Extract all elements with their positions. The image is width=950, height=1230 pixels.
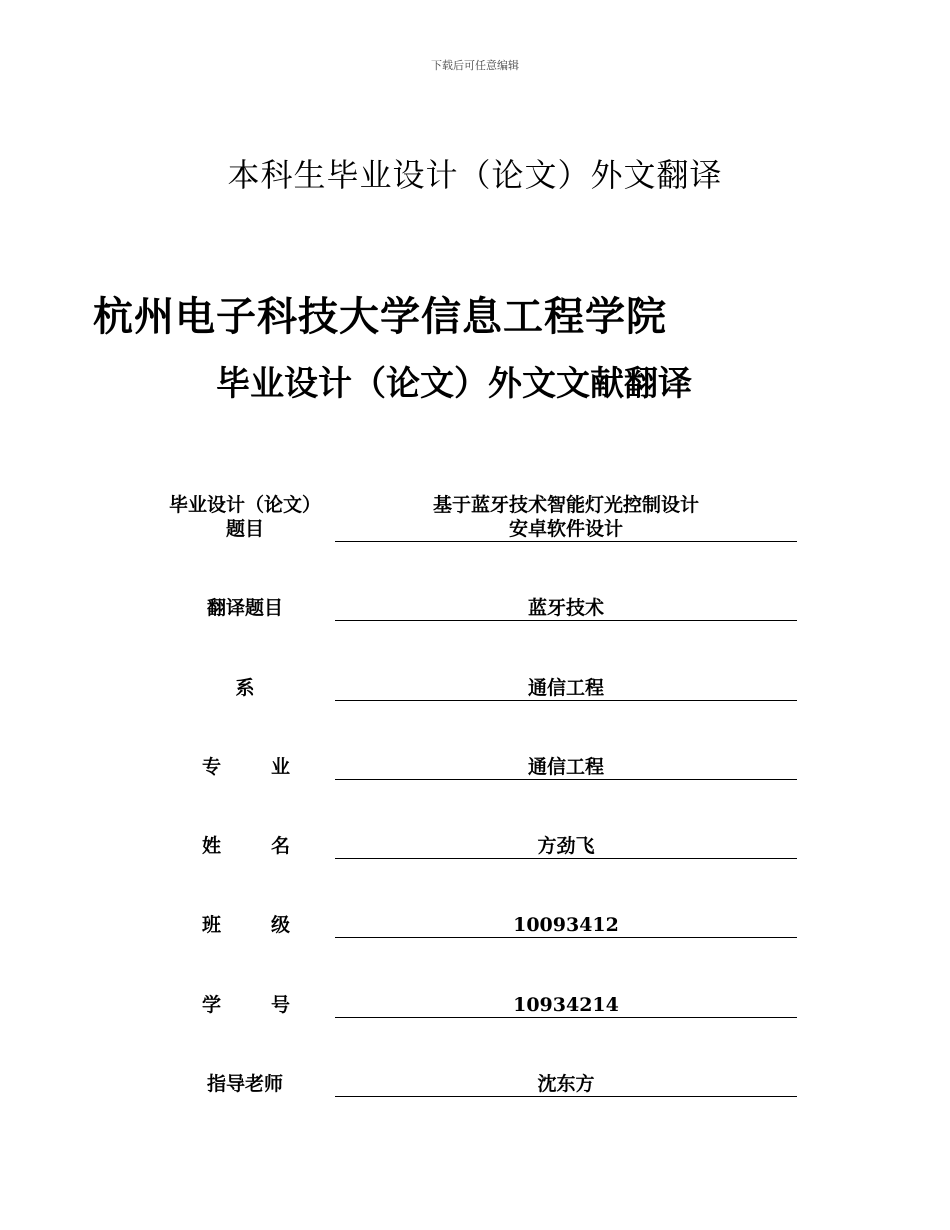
advisor-label: 指导老师 <box>206 1073 283 1095</box>
thesis-title-value <box>335 493 797 542</box>
name-label-b: 名 <box>270 835 290 857</box>
document-title: 本科生毕业设计（论文）外文翻译 <box>227 156 723 194</box>
name-label <box>202 834 290 858</box>
school-name: 杭州电子科技大学信息工程学院 <box>93 294 667 340</box>
thesis-title-label-line1: 毕业设计（论文） <box>168 494 321 516</box>
department-value: 通信工程 <box>335 676 797 701</box>
translation-title-value: 蓝牙技术 <box>335 596 797 621</box>
class-label-b: 级 <box>270 914 290 936</box>
department-label: 系 <box>235 677 255 699</box>
student-id-value: 10934214 <box>335 993 797 1018</box>
thesis-title-label-line2: 题目 <box>225 518 264 540</box>
student-id-label-b: 号 <box>270 994 290 1016</box>
student-id-label-a: 学 <box>202 994 222 1016</box>
translation-title-label: 翻译题目 <box>206 597 283 619</box>
name-value: 方劲飞 <box>335 834 797 859</box>
major-label-b: 业 <box>270 756 290 778</box>
thesis-title-value-line2: 安卓软件设计 <box>508 518 623 540</box>
thesis-title-label <box>160 493 330 541</box>
class-label <box>202 913 290 937</box>
student-id-label <box>202 993 290 1017</box>
major-label-a: 专 <box>202 756 222 778</box>
class-label-a: 班 <box>202 914 222 936</box>
name-label-a: 姓 <box>202 835 222 857</box>
header-note: 下载后可任意编辑 <box>431 59 519 72</box>
thesis-title-value-line1: 基于蓝牙技术智能灯光控制设计 <box>432 494 699 516</box>
class-value: 10093412 <box>335 913 797 938</box>
major-label <box>202 755 290 779</box>
major-value: 通信工程 <box>335 755 797 780</box>
advisor-value: 沈东方 <box>335 1072 797 1097</box>
document-subtitle: 毕业设计（论文）外文文献翻译 <box>216 364 692 404</box>
